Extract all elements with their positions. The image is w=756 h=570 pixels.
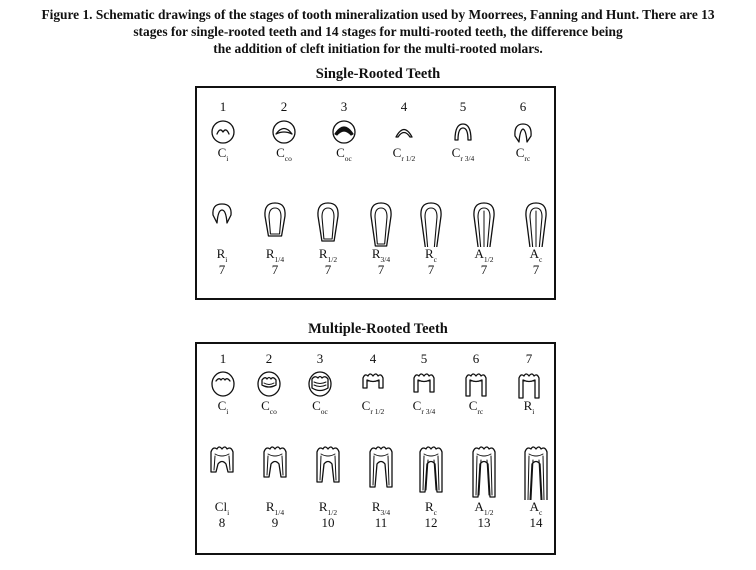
stage-label: [502, 399, 556, 415]
single-root-three-quarter-icon: [367, 201, 395, 247]
stage-label: [496, 146, 550, 162]
molar-cleft-initial-icon: [208, 442, 236, 500]
stage-9: [301, 201, 355, 276]
figure-caption: [4, 6, 752, 57]
stage-2: [242, 352, 296, 415]
caption-line: Figure 1. Schematic drawings of the stages of tooth mineralization used by Moorrees, Fanning and Hunt. There are 13: [41, 7, 715, 22]
stage-13: [509, 201, 563, 276]
single-root-quarter-icon: [261, 201, 289, 247]
stage-label-subscript: r 3/4: [421, 407, 436, 416]
stage-label: [354, 247, 408, 263]
molar-root-quarter-icon: [261, 442, 289, 500]
single-rooted-title: Single-Rooted Teeth: [315, 66, 441, 82]
stage-number-below: 8: [218, 515, 226, 530]
stage-7: [502, 352, 556, 415]
stage-label-subscript: rc: [477, 407, 484, 416]
stage-label-subscript: c: [433, 255, 437, 264]
stage-label-main: C: [361, 398, 371, 413]
stage-label-subscript: 1/2: [327, 508, 338, 517]
stage-label-subscript: c: [539, 508, 543, 517]
stage-label: [293, 399, 347, 415]
stage-label-main: R: [265, 499, 275, 514]
stage-label-main: R: [318, 499, 328, 514]
stage-label: [354, 500, 408, 516]
stage-label-subscript: oc: [344, 154, 352, 163]
stage-label: [301, 500, 355, 516]
stage-label-main: R: [424, 246, 434, 261]
stage-label-main: C: [515, 145, 525, 160]
stage-3: [317, 100, 371, 162]
stage-label-subscript: 1/2: [483, 255, 494, 264]
single-rooted-panel: [195, 86, 556, 300]
molar-crown-initial-icon: [209, 369, 237, 399]
stage-10: [354, 201, 408, 276]
stage-label-subscript: 3/4: [380, 508, 391, 517]
multi-rooted-panel: [195, 342, 556, 555]
molar-root-complete-icon: [417, 442, 445, 500]
stage-label: [195, 500, 249, 516]
stage-number: 1: [219, 99, 227, 114]
stage-label-subscript: 1/2: [327, 255, 338, 264]
stage-label-subscript: 1/4: [274, 255, 285, 264]
single-apex-complete-icon: [522, 201, 550, 247]
stage-label: [248, 500, 302, 516]
stage-label-main: R: [371, 246, 381, 261]
stage-number-below: 7: [324, 262, 332, 277]
stage-7: [195, 201, 249, 276]
molar-crown-three-quarter-icon: [410, 369, 438, 399]
stage-label-main: R: [523, 398, 533, 413]
stage-label: [242, 399, 296, 415]
molar-root-three-quarter-icon: [367, 442, 395, 500]
stage-label: [317, 146, 371, 162]
stage-label: [457, 247, 511, 263]
stage-label-main: A: [529, 246, 540, 261]
stage-number: 5: [459, 99, 467, 114]
stage-5: [397, 352, 451, 415]
single-crown-outline-icon: [330, 118, 358, 146]
stage-label: [196, 146, 250, 162]
molar-crown-complete-icon: [462, 369, 490, 399]
stage-label-main: Cl: [214, 499, 228, 514]
stage-label-subscript: co: [284, 154, 292, 163]
molar-apex-half-icon: [470, 442, 498, 500]
single-root-complete-icon: [417, 201, 445, 247]
stage-label: [449, 399, 503, 415]
stage-6: [449, 352, 503, 415]
stage-label-subscript: i: [225, 255, 228, 264]
stage-number-below: 7: [377, 262, 385, 277]
stage-label-main: C: [312, 398, 321, 413]
stage-number: 1: [219, 351, 227, 366]
stage-number-below: 7: [427, 262, 435, 277]
stage-label-subscript: r 3/4: [460, 154, 475, 163]
stage-number: 6: [472, 351, 480, 366]
stage-label-subscript: i: [532, 407, 535, 416]
stage-number-below: 11: [374, 515, 388, 530]
stage-label-subscript: r 1/2: [401, 154, 416, 163]
stage-label-main: R: [318, 246, 328, 261]
stage-5: [436, 100, 490, 162]
stage-label-main: C: [392, 145, 402, 160]
stage-8: [195, 442, 249, 529]
single-root-half-icon: [314, 201, 342, 247]
stage-label-subscript: 1/2: [483, 508, 494, 517]
molar-crown-outline-icon: [306, 369, 334, 399]
molar-root-initial-icon: [515, 369, 543, 399]
stage-4: [377, 100, 431, 162]
stage-number-below: 9: [271, 515, 279, 530]
stage-number: 2: [280, 99, 288, 114]
stage-3: [293, 352, 347, 415]
stage-label: [397, 399, 451, 415]
stage-label-main: A: [474, 246, 484, 261]
single-apex-half-icon: [470, 201, 498, 247]
stage-label: [195, 247, 249, 263]
stage-number: 4: [400, 99, 408, 114]
stage-label-subscript: 3/4: [380, 255, 391, 264]
stage-label-subscript: oc: [320, 407, 328, 416]
stage-label-main: R: [424, 499, 434, 514]
stage-number: 6: [519, 99, 527, 114]
molar-apex-complete-icon: [522, 442, 550, 500]
stage-label-subscript: i: [227, 508, 230, 517]
stage-1: [196, 100, 250, 162]
single-root-initial-icon: [208, 201, 236, 247]
stage-label: [346, 399, 400, 415]
stage-label: [404, 500, 458, 516]
single-crown-coalescence-icon: [270, 118, 298, 146]
caption-line: the addition of cleft initiation for the multi-rooted molars.: [213, 41, 543, 56]
caption-line: stages for single-rooted teeth and 14 stages for multi-rooted teeth, the difference being: [133, 24, 623, 39]
stage-number: 3: [316, 351, 324, 366]
molar-crown-half-icon: [359, 369, 387, 399]
stage-2: [257, 100, 311, 162]
stage-14: [509, 442, 563, 529]
stage-12: [457, 201, 511, 276]
stage-label-subscript: i: [226, 407, 229, 416]
stage-number-below: 14: [529, 515, 543, 530]
stage-label-main: C: [261, 398, 270, 413]
stage-label-subscript: 1/4: [274, 508, 285, 517]
stage-13: [457, 442, 511, 529]
stage-number: 5: [420, 351, 428, 366]
stage-label-main: R: [265, 246, 275, 261]
molar-root-half-icon: [314, 442, 342, 500]
stage-label-main: C: [217, 145, 227, 160]
stage-number: 7: [525, 351, 533, 366]
stage-number-below: 7: [218, 262, 226, 277]
stage-number-below: 10: [321, 515, 335, 530]
stage-number: 4: [369, 351, 377, 366]
multi-rooted-title: Multiple-Rooted Teeth: [308, 321, 448, 337]
stage-number-below: 7: [480, 262, 488, 277]
single-crown-half-icon: [390, 118, 418, 146]
stage-4: [346, 352, 400, 415]
stage-12: [404, 442, 458, 529]
molar-crown-coalescence-icon: [255, 369, 283, 399]
stage-number: 2: [265, 351, 273, 366]
stage-number: 3: [340, 99, 348, 114]
stage-label-subscript: co: [269, 407, 277, 416]
stage-label-main: C: [468, 398, 478, 413]
single-crown-complete-icon: [509, 118, 537, 146]
stage-label: [404, 247, 458, 263]
stage-label: [509, 247, 563, 263]
stage-number-below: 12: [424, 515, 438, 530]
stage-8: [248, 201, 302, 276]
stage-label: [257, 146, 311, 162]
stage-label-main: A: [474, 499, 484, 514]
stage-9: [248, 442, 302, 529]
stage-10: [301, 442, 355, 529]
stage-label: [436, 146, 490, 162]
stage-label-main: R: [216, 246, 226, 261]
stage-label-subscript: r 1/2: [370, 407, 385, 416]
stage-label: [301, 247, 355, 263]
stage-label: [377, 146, 431, 162]
stage-11: [354, 442, 408, 529]
stage-label: [509, 500, 563, 516]
stage-label-subscript: rc: [524, 154, 531, 163]
stage-label-main: C: [336, 145, 345, 160]
stage-label-main: C: [217, 398, 227, 413]
stage-label: [248, 247, 302, 263]
single-crown-three-quarter-icon: [449, 118, 477, 146]
stage-label-subscript: i: [226, 154, 229, 163]
stage-number-below: 7: [271, 262, 279, 277]
stage-label-main: C: [412, 398, 422, 413]
stage-label-main: A: [529, 499, 540, 514]
single-crown-initial-icon: [209, 118, 237, 146]
stage-label: [457, 500, 511, 516]
stage-11: [404, 201, 458, 276]
stage-label-main: C: [276, 145, 285, 160]
stage-label-subscript: c: [433, 508, 437, 517]
stage-number-below: 13: [477, 515, 491, 530]
stage-label-main: C: [451, 145, 461, 160]
stage-number-below: 7: [532, 262, 540, 277]
stage-label-main: R: [371, 499, 381, 514]
stage-label-subscript: c: [539, 255, 543, 264]
stage-6: [496, 100, 550, 162]
